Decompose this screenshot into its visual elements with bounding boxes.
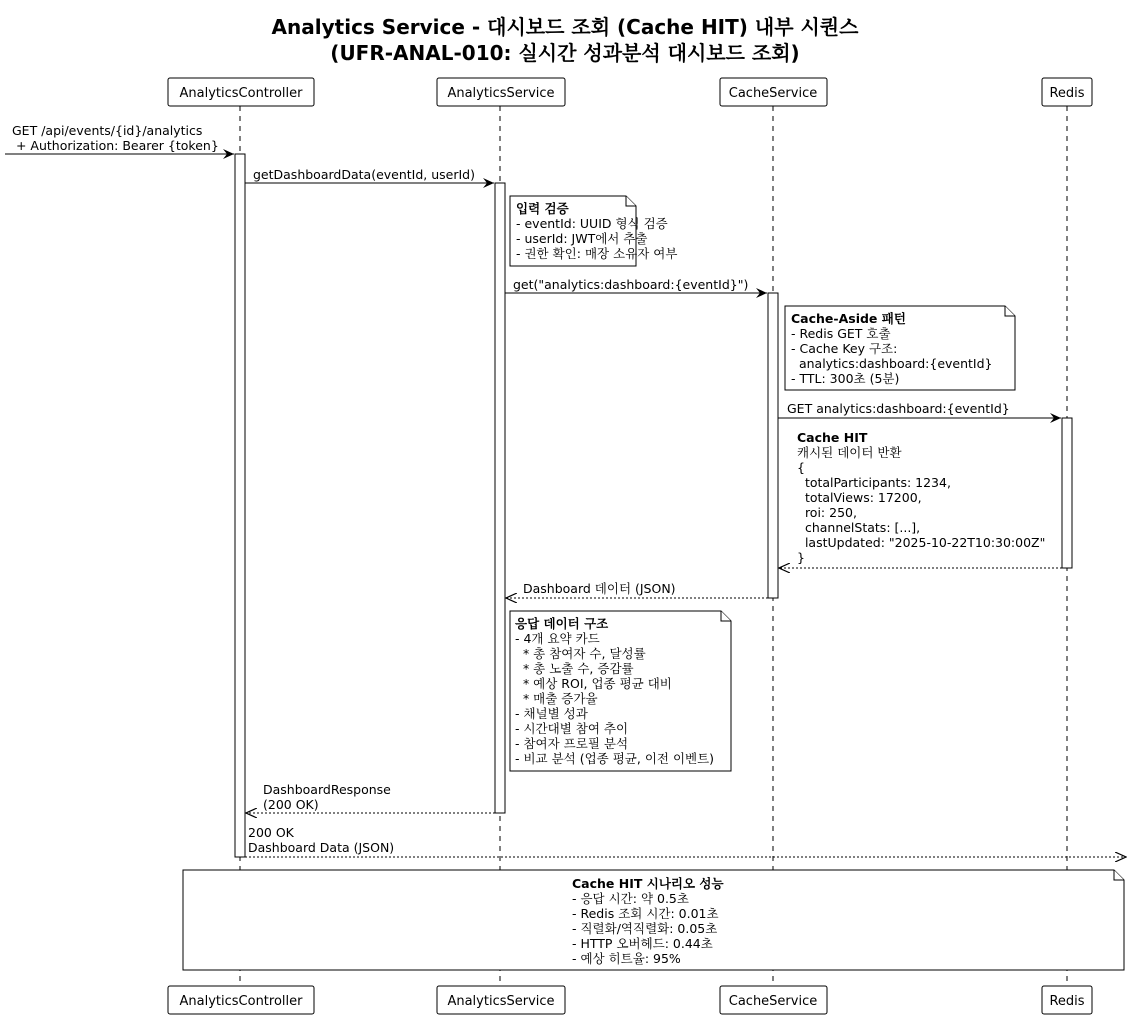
participant-label: Redis (1049, 994, 1085, 1009)
diagram-text: GET analytics:dashboard:{eventId} (787, 401, 1010, 416)
participant-label: AnalyticsService (447, 994, 555, 1009)
diagram-text: roi: 250, (797, 505, 857, 520)
message-get-dashboard-data (245, 167, 494, 183)
activation-service (495, 183, 505, 813)
message-redis-get (778, 401, 1061, 418)
message-get-analytics-request (5, 123, 234, 154)
diagram-title-line2: (UFR-ANAL-010: 실시간 성과분석 대시보드 조회) (330, 41, 800, 65)
diagram-text: + Authorization: Bearer {token} (12, 138, 219, 153)
diagram-text: * 예상 ROI, 업종 평균 대비 (515, 676, 672, 691)
diagram-text: 캐시된 데이터 반환 (797, 445, 902, 460)
diagram-text: analytics:dashboard:{eventId} (791, 356, 993, 371)
diagram-text: { (797, 460, 805, 475)
diagram-text: get("analytics:dashboard:{eventId}") (513, 277, 749, 292)
diagram-text: Dashboard Data (JSON) (248, 840, 395, 855)
diagram-text: DashboardResponse (263, 782, 391, 797)
diagram-text: - Cache Key 구조: (791, 341, 898, 356)
diagram-text: - TTL: 300초 (5분) (791, 371, 900, 386)
activation-cache (768, 293, 778, 598)
diagram-text: - Redis GET 호출 (791, 326, 891, 341)
note-cache-hit-performance (183, 870, 1124, 970)
participant-analytics-service-top (437, 78, 565, 106)
diagram-text: * 매출 증가율 (515, 691, 598, 706)
diagram-text: - 권한 확인: 매장 소유자 여부 (516, 246, 678, 261)
diagram-text: - 예상 히트율: 95% (572, 951, 681, 966)
note-input-validation (510, 196, 677, 266)
diagram-text: - 4개 요약 카드 (515, 631, 600, 646)
diagram-text: totalParticipants: 1234, (797, 475, 951, 490)
diagram-text: - 참여자 프로필 분석 (515, 736, 629, 751)
note-cache-aside (785, 306, 1015, 390)
diagram-text: 200 OK (248, 825, 294, 840)
diagram-text: channelStats: [...], (797, 520, 921, 535)
diagram-text: GET /api/events/{id}/analytics (12, 123, 203, 138)
participant-analytics-controller-top (168, 78, 314, 106)
participant-label: CacheService (728, 86, 818, 101)
participant-label: AnalyticsController (179, 994, 303, 1009)
diagram-text: - Redis 조회 시간: 0.01초 (572, 906, 719, 921)
note-response-structure (510, 611, 731, 771)
activation-redis (1062, 418, 1072, 568)
message-cache-get (505, 277, 767, 293)
diagram-text: Dashboard 데이터 (JSON) (523, 581, 676, 596)
participant-label: Redis (1049, 86, 1085, 101)
diagram-text: getDashboardData(eventId, userId) (253, 167, 475, 182)
participant-label: AnalyticsController (179, 86, 303, 101)
diagram-text: Cache HIT (797, 430, 868, 445)
diagram-text: - 시간대별 참여 추이 (515, 721, 629, 736)
diagram-text: - eventId: UUID 형식 검증 (516, 216, 668, 231)
diagram-text: totalViews: 17200, (797, 490, 922, 505)
participant-analytics-controller-bottom (168, 986, 314, 1014)
diagram-text: 응답 데이터 구조 (515, 616, 609, 631)
diagram-text: lastUpdated: "2025-10-22T10:30:00Z" (797, 535, 1046, 550)
diagram-text: Cache HIT 시나리오 성능 (572, 876, 724, 891)
diagram-text: 입력 검증 (516, 201, 569, 216)
participant-redis-bottom (1042, 986, 1092, 1014)
diagram-text: - userId: JWT에서 추출 (516, 231, 648, 246)
diagram-text: (200 OK) (263, 797, 319, 812)
participant-redis-top (1042, 78, 1092, 106)
participant-label: CacheService (728, 994, 818, 1009)
participant-analytics-service-bottom (437, 986, 565, 1014)
diagram-text: - 직렬화/역직렬화: 0.05초 (572, 921, 718, 936)
participant-label: AnalyticsService (447, 86, 555, 101)
diagram-text: Cache-Aside 패턴 (791, 311, 906, 326)
diagram-text: - 응답 시간: 약 0.5초 (572, 891, 689, 906)
diagram-text: - 비교 분석 (업종 평균, 이전 이벤트) (515, 751, 715, 766)
diagram-text: * 총 참여자 수, 달성률 (515, 646, 646, 661)
diagram-text: * 총 노출 수, 증감률 (515, 661, 634, 676)
diagram-title-line1: Analytics Service - 대시보드 조회 (Cache HIT) 내부 시퀀스 (271, 15, 859, 39)
diagram-text: } (797, 550, 805, 565)
message-http-200-response (245, 825, 1126, 857)
participant-cache-service-top (720, 78, 827, 106)
participant-cache-service-bottom (720, 986, 827, 1014)
message-dashboard-response (246, 782, 495, 813)
message-cache-hit-return (779, 430, 1062, 568)
activation-controller (235, 154, 245, 857)
diagram-text: - HTTP 오버헤드: 0.44초 (572, 936, 713, 951)
diagram-text: - 채널별 성과 (515, 706, 588, 721)
message-dashboard-data-return (506, 581, 768, 598)
